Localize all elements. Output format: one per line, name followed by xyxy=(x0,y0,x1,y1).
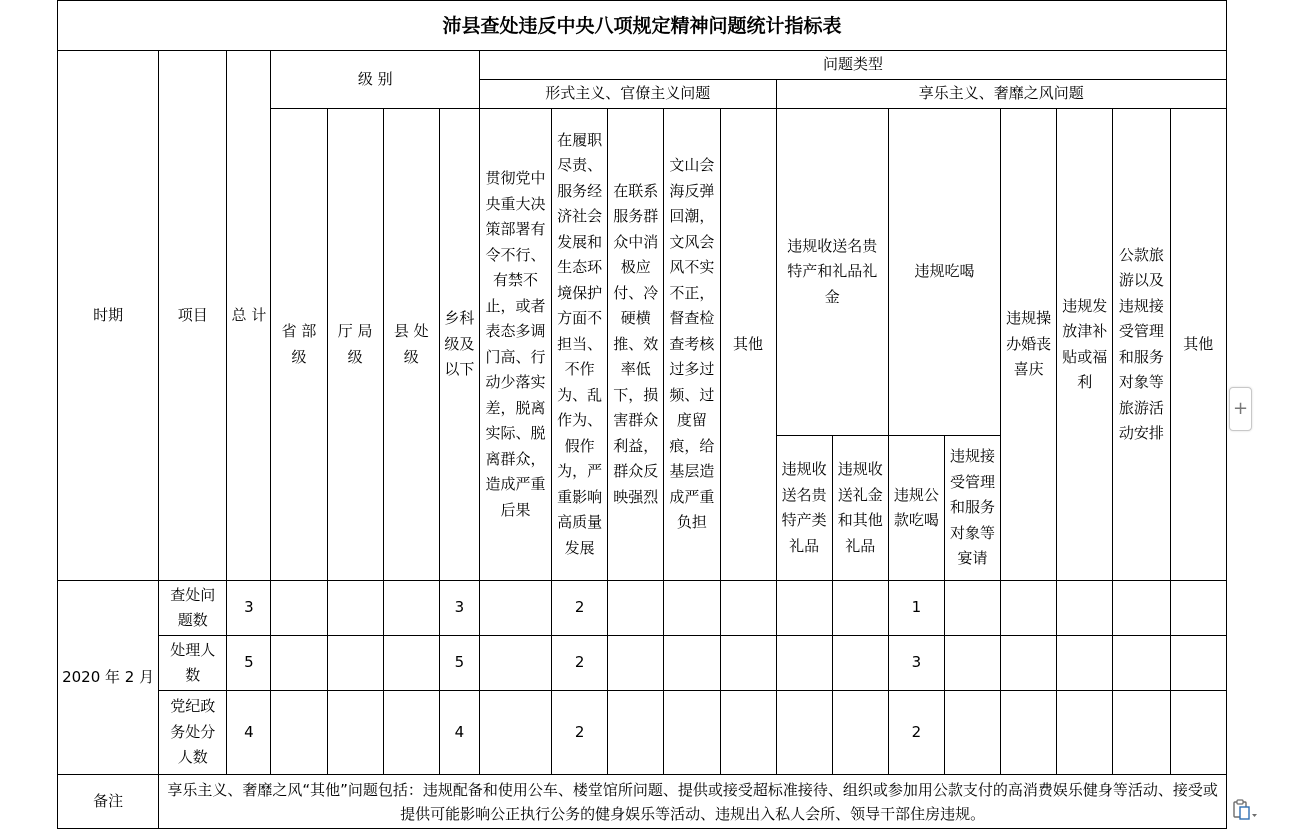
dining-public-cell: 1 xyxy=(888,581,944,636)
empty-cell xyxy=(945,691,1001,775)
empty-cell xyxy=(271,636,327,691)
empty-cell xyxy=(1001,636,1057,691)
header-item: 项目 xyxy=(159,51,227,581)
expand-button[interactable] xyxy=(1229,387,1252,431)
header-level-bureau: 厅 局 级 xyxy=(327,109,383,581)
empty-cell xyxy=(945,636,1001,691)
header-gift-specialty: 违规收 送名贵 特产类 礼品 xyxy=(776,436,832,581)
total-cell: 4 xyxy=(227,691,271,775)
formalism-duty-cell: 2 xyxy=(552,636,608,691)
formalism-duty-cell: 2 xyxy=(552,581,608,636)
header-problem-type: 问题类型 xyxy=(479,51,1226,80)
empty-cell xyxy=(1001,581,1057,636)
total-cell: 3 xyxy=(227,581,271,636)
empty-cell xyxy=(832,636,888,691)
empty-cell xyxy=(271,691,327,775)
header-subsidy: 违规发 放津补 贴或福 利 xyxy=(1057,109,1113,581)
empty-cell xyxy=(1113,581,1170,636)
header-gift: 违规收送名贵 特产和礼品礼 金 xyxy=(776,109,888,436)
header-hedonism-other: 其他 xyxy=(1170,109,1227,581)
township-cell: 5 xyxy=(439,636,479,691)
empty-cell xyxy=(383,691,439,775)
header-period: 时期 xyxy=(58,51,159,581)
row-label: 党纪政 务处分 人数 xyxy=(159,691,227,775)
empty-cell xyxy=(776,636,832,691)
empty-cell xyxy=(271,581,327,636)
township-cell: 4 xyxy=(439,691,479,775)
empty-cell xyxy=(327,581,383,636)
table-title: 沛县查处违反中央八项规定精神问题统计指标表 xyxy=(58,1,1227,51)
period-cell: 2020 年 2 月 xyxy=(58,581,159,775)
table-row xyxy=(58,691,1227,775)
empty-cell xyxy=(1113,691,1170,775)
empty-cell xyxy=(720,691,776,775)
table-row xyxy=(58,636,1227,691)
empty-cell xyxy=(1001,691,1057,775)
remark-text: 享乐主义、奢靡之风“其他”问题包括：违规配备和使用公车、楼堂馆所问题、提供或接受超标准接待、组织或参加用公款支付的高消费娱乐健身等活动、接受或提供可能影响公正执行公务的健身娱乐等活动、违规出入私人会所、领导干部住房违规。 xyxy=(159,775,1227,829)
header-level: 级 别 xyxy=(271,51,479,109)
header-wedding: 违规操 办婚丧 喜庆 xyxy=(1001,109,1057,581)
empty-cell xyxy=(1057,581,1113,636)
table-row xyxy=(58,581,1227,636)
empty-cell xyxy=(327,636,383,691)
empty-cell xyxy=(832,691,888,775)
header-level-township: 乡科 级及 以下 xyxy=(439,109,479,581)
header-dining-public: 违规公 款吃喝 xyxy=(888,436,944,581)
empty-cell xyxy=(664,691,720,775)
plus-icon: + xyxy=(1232,398,1249,419)
empty-cell xyxy=(776,581,832,636)
dining-public-cell: 2 xyxy=(888,691,944,775)
empty-cell xyxy=(664,636,720,691)
empty-cell xyxy=(720,636,776,691)
empty-cell xyxy=(608,636,664,691)
empty-cell xyxy=(608,581,664,636)
empty-cell xyxy=(945,581,1001,636)
header-level-province: 省 部 级 xyxy=(271,109,327,581)
row-label: 查处问 题数 xyxy=(159,581,227,636)
header-gift-money: 违规收 送礼金 和其他 礼品 xyxy=(832,436,888,581)
header-hedonism: 享乐主义、奢靡之风问题 xyxy=(776,80,1226,109)
empty-cell xyxy=(479,636,551,691)
header-dining: 违规吃喝 xyxy=(888,109,1000,436)
header-formalism-duty: 在履职 尽责、 服务经 济社会 发展和 生态环 境保护 方面不 担当、 不作 为、乱 作为、 假作 为，严 重影响 高质量 发展 xyxy=(552,109,608,581)
empty-cell xyxy=(383,581,439,636)
header-formalism-decisions: 贯彻党中 央重大决 策部署有 令不行、 有禁不 止，或者 表态多调 门高、行 动少落实 差，脱离 实际、脱 离群众， 造成严重 后果 xyxy=(479,109,551,581)
remark-label: 备注 xyxy=(58,775,159,829)
empty-cell xyxy=(832,581,888,636)
header-travel: 公款旅 游以及 违规接 受管理 和服务 对象等 旅游活 动安排 xyxy=(1113,109,1170,581)
empty-cell xyxy=(1113,636,1170,691)
empty-cell xyxy=(327,691,383,775)
header-formalism-other: 其他 xyxy=(720,109,776,581)
empty-cell xyxy=(1170,691,1227,775)
empty-cell xyxy=(1170,636,1227,691)
township-cell: 3 xyxy=(439,581,479,636)
header-total: 总 计 xyxy=(227,51,271,581)
dining-public-cell: 3 xyxy=(888,636,944,691)
empty-cell xyxy=(1057,691,1113,775)
empty-cell xyxy=(479,691,551,775)
clipboard-icon[interactable] xyxy=(1232,799,1258,823)
header-formalism: 形式主义、官僚主义问题 xyxy=(479,80,776,109)
header-level-county: 县 处 级 xyxy=(383,109,439,581)
empty-cell xyxy=(383,636,439,691)
total-cell: 5 xyxy=(227,636,271,691)
header-dining-banquet: 违规接 受管理 和服务 对象等 宴请 xyxy=(945,436,1001,581)
formalism-duty-cell: 2 xyxy=(552,691,608,775)
statistics-table xyxy=(57,0,1227,829)
row-label: 处理人 数 xyxy=(159,636,227,691)
header-formalism-service: 在联系 服务群 众中消 极应 付、冷 硬横 推、效 率低 下，损 害群众 利益， 群众反 映强烈 xyxy=(608,109,664,581)
empty-cell xyxy=(1170,581,1227,636)
empty-cell xyxy=(664,581,720,636)
empty-cell xyxy=(776,691,832,775)
empty-cell xyxy=(479,581,551,636)
empty-cell xyxy=(608,691,664,775)
empty-cell xyxy=(720,581,776,636)
empty-cell xyxy=(1057,636,1113,691)
header-formalism-meetings: 文山会 海反弹 回潮， 文风会 风不实 不正， 督查检 查考核 过多过 频、过 度留 痕，给 基层造 成严重 负担 xyxy=(664,109,720,581)
